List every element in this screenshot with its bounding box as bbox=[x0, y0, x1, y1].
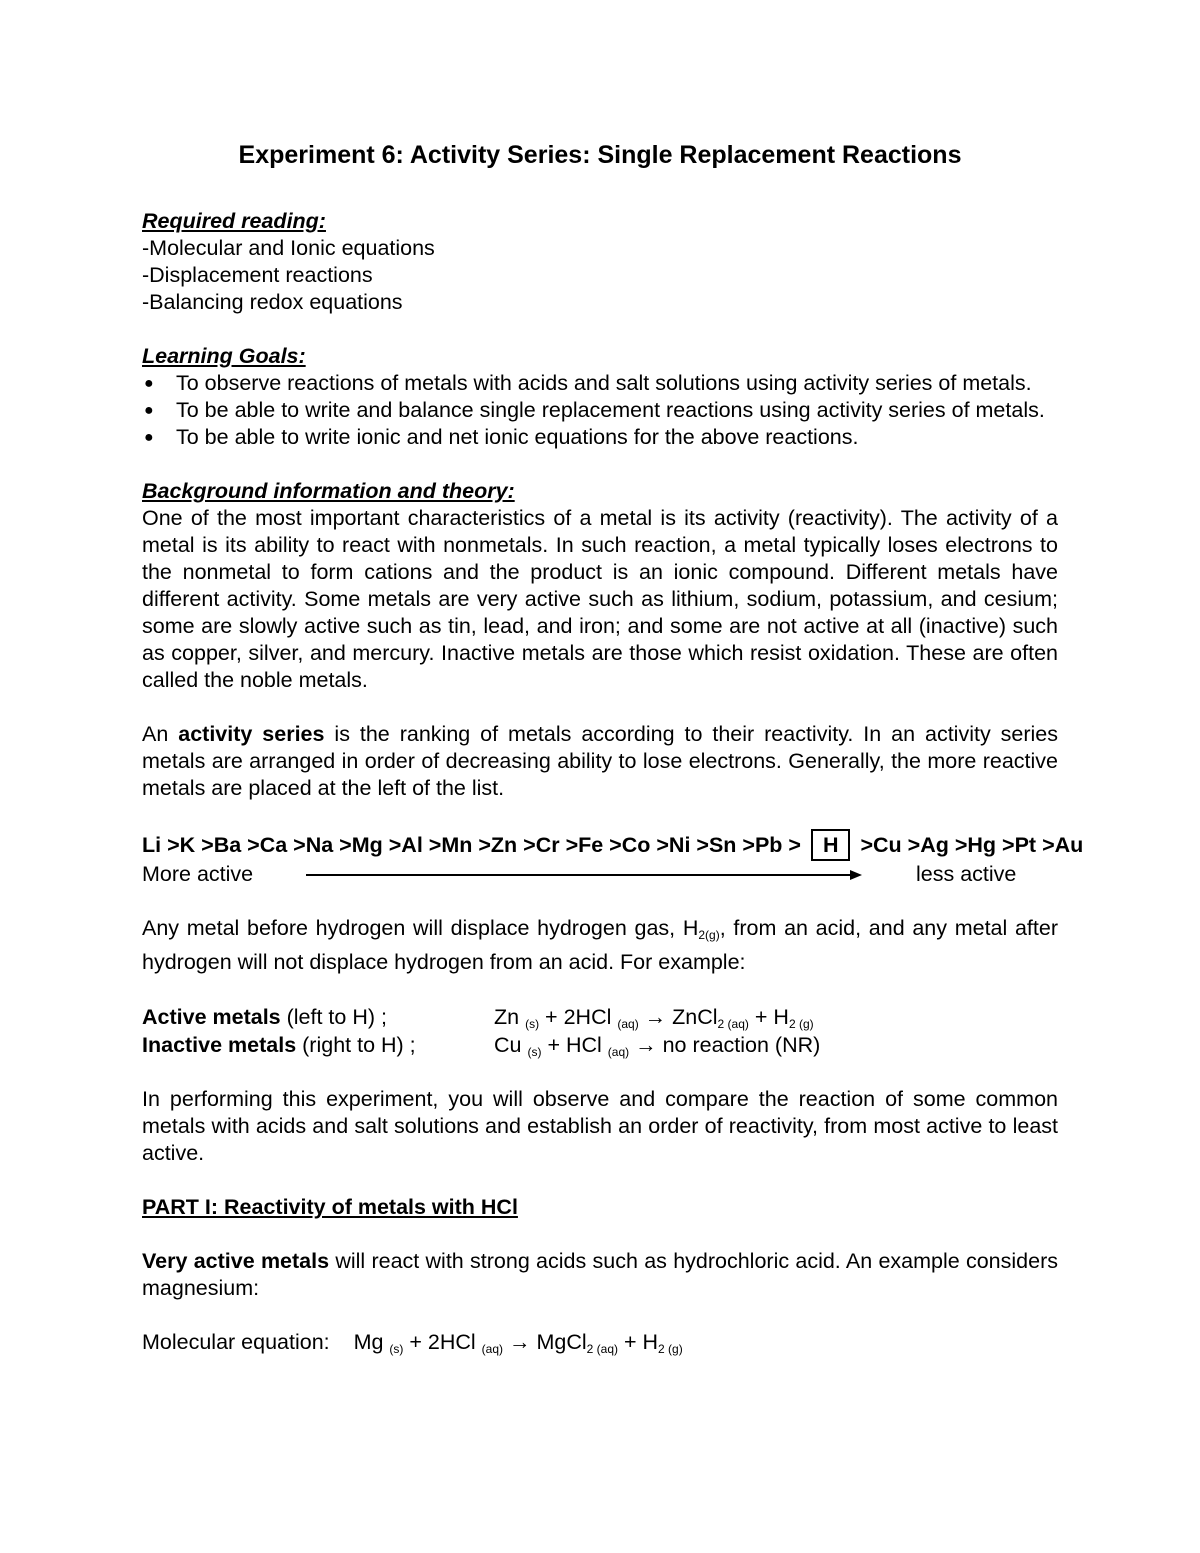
active-metals-example: Active metals (left to H) ; Zn $_{(s)}$ + 2HCl $_{(aq)}$ → ZnCl$_{2 (aq)}$ + $H_{2 (g)}$ bbox=[142, 1003, 1058, 1031]
activity-direction-row bbox=[142, 861, 1058, 888]
reading-item: -Balancing redox equations bbox=[142, 290, 403, 314]
arrow-head-icon bbox=[850, 870, 862, 880]
part1-intro: Very active metals will react with strong acids such as hydrochloric acid. An example considers magnesium: bbox=[142, 1249, 1058, 1300]
hydrogen-paragraph: Any metal before hydrogen will displace hydrogen gas, $H_{2(g)}$, from an acid, and any metal after hydrogen will not displace hydrogen from an acid. For example: bbox=[142, 916, 1058, 974]
part1-heading: PART I: Reactivity of metals with HCl bbox=[142, 1195, 518, 1219]
molecular-equation-label: Molecular equation: bbox=[142, 1330, 330, 1354]
learning-goals-list bbox=[142, 370, 1058, 451]
active-equation: Zn $_{(s)}$ + 2HCl $_{(aq)}$ → ZnCl$_{2 (aq)}$ + $H_{2 (g)}$ bbox=[494, 1005, 814, 1031]
less-active-label: less active bbox=[916, 862, 1017, 886]
goal-item: ● To be able to write ionic and net ionic equations for the above reactions. bbox=[144, 425, 859, 449]
direction-arrow-icon bbox=[306, 874, 856, 876]
background-heading: Background information and theory: bbox=[142, 479, 515, 503]
bullet-icon: ● bbox=[144, 375, 154, 392]
activity-series-list: Li >K >Ba >Ca >Na >Mg >Al >Mn >Zn >Cr >Fe >Co >Ni >Sn >Pb > H >Cu >Ag >Hg >Pt >Au bbox=[142, 829, 1058, 861]
molecular-equation: Molecular equation: Mg $_{(s)}$ + 2HCl $_{(aq)}$ → MgCl$_{2 (aq)}$ + $H_{2 (g)}$ bbox=[142, 1330, 683, 1356]
goal-item: ● To be able to write and balance single replacement reactions using activity series of metals. bbox=[144, 398, 1045, 422]
reading-item: -Displacement reactions bbox=[142, 263, 373, 287]
reading-item: -Molecular and Ionic equations bbox=[142, 236, 435, 260]
bullet-icon: ● bbox=[144, 402, 154, 419]
activity-series-paragraph: An activity series is the ranking of metals according to their reactivity. In an activity series metals are arranged in order of decreasing ability to lose electrons. Generally, the more reactive metals are placed at the left of the list. bbox=[142, 722, 1058, 800]
document-title: Experiment 6: Activity Series: Single Replacement Reactions bbox=[238, 141, 962, 169]
goal-item: ● To observe reactions of metals with acids and salt solutions using activity series of metals. bbox=[144, 371, 1032, 395]
bullet-icon: ● bbox=[144, 429, 154, 446]
inactive-metals-example: Inactive metals (right to H) ; Cu $_{(s)}$ + HCl $_{(aq)}$ → no reaction (NR) bbox=[142, 1031, 1058, 1059]
more-active-label: More active bbox=[142, 862, 254, 886]
background-paragraph: One of the most important characteristics of a metal is its activity (reactivity). The activity of a metal is its ability to react with nonmetals. In such reaction, a metal typically loses electrons to the nonmetal to form cations and the product is an ionic compound. Different metals have different activity. Some metals are very active such as lithium, sodium, potassium, and cesium; some are slowly active such as tin, lead, and iron; and some are not active at all (inactive) such as copper, silver, and mercury. Inactive metals are those which resist oxidation. These are often called the noble metals. bbox=[142, 506, 1058, 692]
performing-paragraph: In performing this experiment, you will observe and compare the reaction of some common metals with acids and salt solutions and establish an order of reactivity, from most active to least active. bbox=[142, 1087, 1058, 1165]
hydrogen-box: H bbox=[811, 829, 851, 861]
learning-goals-heading: Learning Goals: bbox=[142, 344, 306, 368]
inactive-equation: Cu $_{(s)}$ + HCl $_{(aq)}$ → no reaction (NR) bbox=[494, 1033, 821, 1059]
document-page bbox=[142, 140, 1084, 1363]
required-reading-heading: Required reading: bbox=[142, 209, 326, 233]
